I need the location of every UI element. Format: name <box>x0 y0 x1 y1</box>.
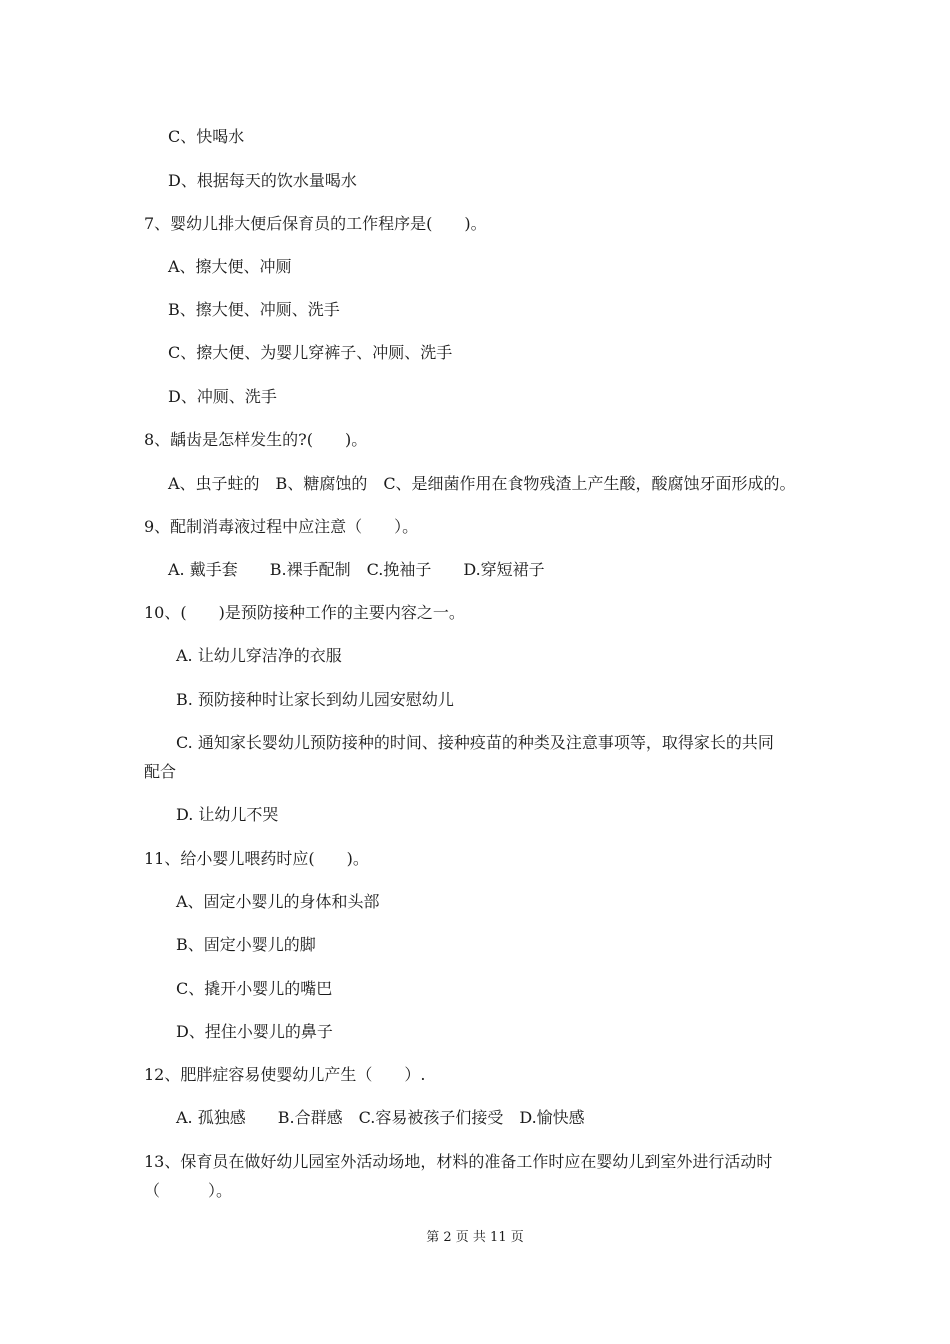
option-11b: B、固定小婴儿的脚 <box>176 935 316 954</box>
option-10c: C. 通知家长婴幼儿预防接种的时间、接种疫苗的种类及注意事项等，取得家长的共同 <box>176 733 774 752</box>
option-7c: C、擦大便、为婴儿穿裤子、冲厕、洗手 <box>168 343 453 362</box>
option-11d: D、捏住小婴儿的鼻子 <box>176 1022 333 1041</box>
question-8: 8、龋齿是怎样发生的?( )。 <box>144 430 368 449</box>
question-11: 11、给小婴儿喂药时应( )。 <box>144 849 369 868</box>
options-9: A. 戴手套 B.裸手配制 C.挽袖子 D.穿短裙子 <box>168 560 545 579</box>
option-6c: C、快喝水 <box>168 127 245 146</box>
question-9: 9、配制消毒液过程中应注意（ ）。 <box>144 517 419 536</box>
option-7b: B、擦大便、冲厕、洗手 <box>168 300 340 319</box>
option-6d: D、根据每天的饮水量喝水 <box>168 171 357 190</box>
option-10b: B. 预防接种时让家长到幼儿园安慰幼儿 <box>176 690 454 709</box>
options-8: A、虫子蛀的 B、糖腐蚀的 C、是细菌作用在食物残渣上产生酸，酸腐蚀牙面形成的。 <box>168 474 796 493</box>
option-10d: D. 让幼儿不哭 <box>176 805 279 824</box>
option-7d: D、冲厕、洗手 <box>168 387 277 406</box>
question-10: 10、( )是预防接种工作的主要内容之一。 <box>144 603 465 622</box>
question-12: 12、肥胖症容易使婴幼儿产生（ ）. <box>144 1065 426 1084</box>
question-13-continued: （ ）。 <box>144 1181 233 1200</box>
page-footer: 第 2 页 共 11 页 <box>426 1230 524 1245</box>
option-10c-continued: 配合 <box>144 762 177 781</box>
option-7a: A、擦大便、冲厕 <box>168 257 292 276</box>
options-12: A. 孤独感 B.合群感 C.容易被孩子们接受 D.愉快感 <box>176 1108 585 1127</box>
option-10a: A. 让幼儿穿洁净的衣服 <box>176 646 342 665</box>
option-11c: C、撬开小婴儿的嘴巴 <box>176 979 333 998</box>
option-11a: A、固定小婴儿的身体和头部 <box>176 892 380 911</box>
question-13: 13、保育员在做好幼儿园室外活动场地，材料的准备工作时应在婴幼儿到室外进行活动时 <box>144 1152 773 1171</box>
question-7: 7、婴幼儿排大便后保育员的工作程序是( )。 <box>144 214 487 233</box>
